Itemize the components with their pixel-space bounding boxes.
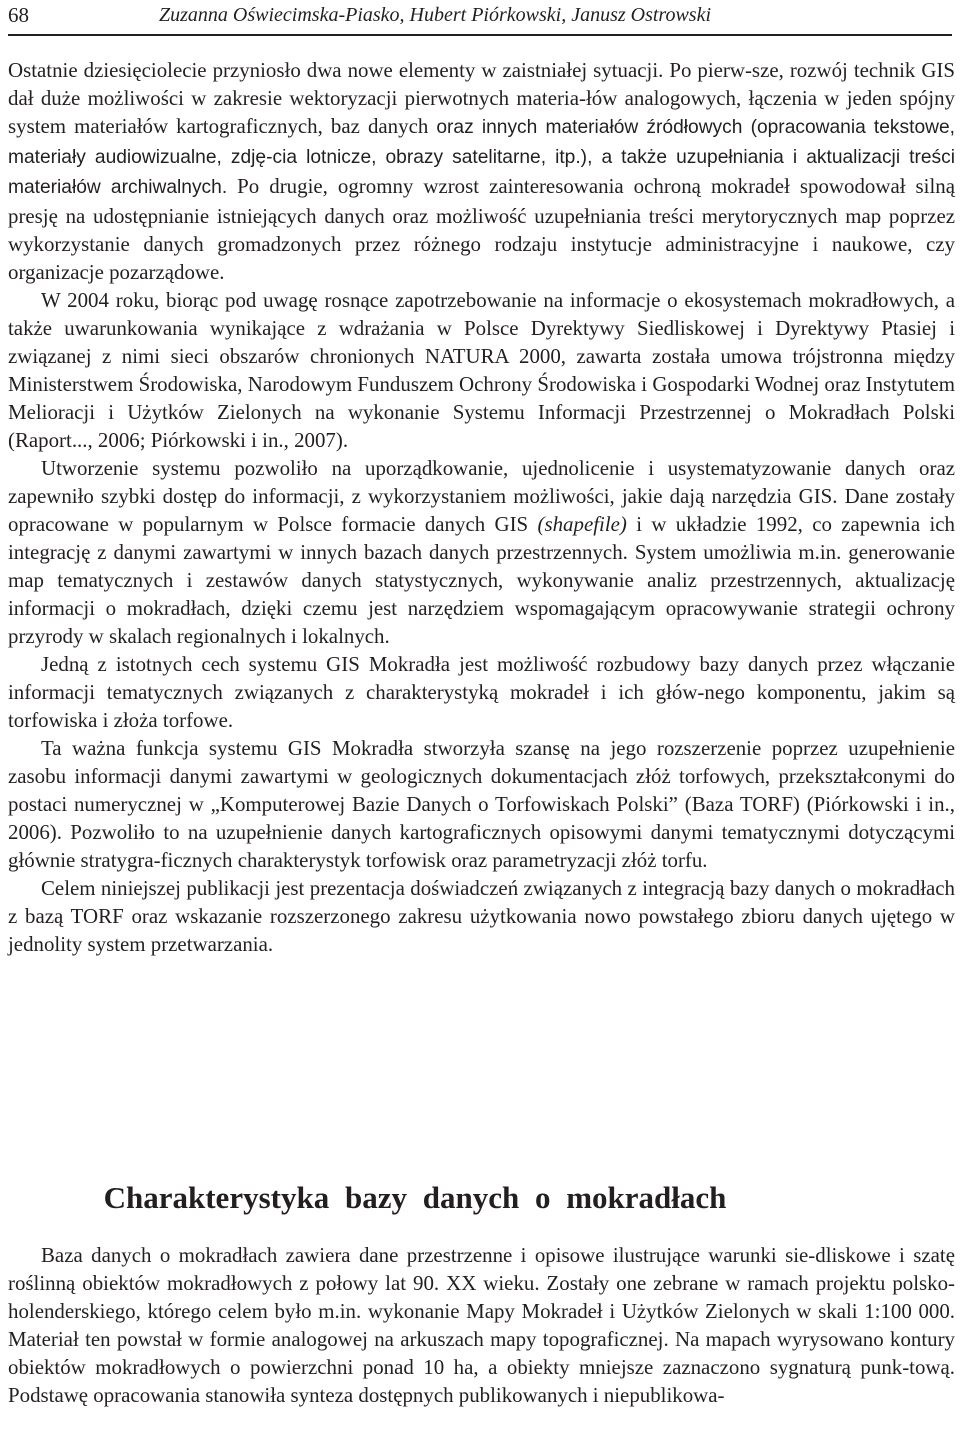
body-text — [8, 56, 955, 958]
paragraph-6-text: Celem niniejszej publikacji jest prezentacja doświadczeń związanych z integracją bazy danych o mokradłach z bazą TORF oraz wskazanie rozszerzonego zakresu użytkowania nowo powstałego zbioru danych ujętego w jednolity system przetwarzania. — [8, 876, 955, 956]
paragraph-3-part-1: Utworzenie systemu pozwoliło na uporządkowanie, ujednolicenie i usystematyzowanie danych oraz zapewniło szybki dostęp do informacji, z wykorzystaniem możliwości, jakie dają narzędzia GIS. Dane zostały opracowane w popularnym w Polsce formacie danych GIS — [8, 456, 955, 536]
section-body — [8, 1241, 955, 1409]
paragraph-3 — [8, 454, 955, 650]
paragraph-3-shapefile: (shapefile) — [537, 512, 627, 536]
paragraph-5-text: Ta ważna funkcja systemu GIS Mokradła stworzyła szansę na jego rozszerzenie poprzez uzupełnienie zasobu informacji danymi zawartymi w geologicznych dokumentacjach złóż torfowych, przekształconymi do postaci numerycznej w „Komputerowej Bazie Danych o Torfowiskach Polski” (Baza TORF) (Piórkowski i in., 2006). Pozwoliło to na uzupełnienie danych kartograficznych opisowymi danymi tematycznymi dotyczącymi głównie stratygra-ficznych charakterystyk torfowisk oraz parametryzacji złóż torfu. — [8, 736, 955, 872]
paragraph-4 — [8, 650, 955, 734]
page-header — [8, 0, 952, 36]
paragraph-1-part-1: Ostatnie dziesięciolecie przyniosło dwa nowe elementy w zaistniałej sytuacji. Po pierw-sze, rozwój technik GIS dał duże możliwości w zakresie wektoryzacji pierwotnych materia-łów analogowych, łączenia w jeden spójny system materiałów kartograficznych, baz danych — [8, 58, 955, 138]
section-paragraph-1: Baza danych o mokradłach zawiera dane przestrzenne i opisowe ilustrujące warunki sie-dliskowe i szatę roślinną obiektów mokradłowych z połowy lat 90. XX wieku. Zostały one zebrane w ramach projektu polsko-holenderskiego, którego celem było m.in. wykonanie Mapy Mokradeł i Użytków Zielonych w skali 1:100 000. Materiał ten powstał w formie analogowej na arkuszach mapy topograficznej. Na mapach wyrysowano kontury obiektów mokradłowych o powierzchni ponad 10 ha, a obiekty mniejsze zaznaczono sygnaturą punk-tową. Podstawę opracowania stanowiła synteza dostępnych publikowanych i niepublikowa- — [8, 1243, 955, 1407]
section-heading: Charakterystyka bazy danych o mokradłach — [103, 1180, 727, 1215]
paragraph-2 — [8, 286, 955, 454]
paragraph-5 — [8, 734, 955, 874]
paragraph-3-part-3: i w układzie 1992, co zapewnia ich integrację z danymi zawartymi w innych bazach danych przestrzennych. System umożliwia m.in. generowanie map tematycznych i zestawów danych statystycznych, wykonywanie analiz przestrzennych, aktualizację informacji o mokradłach, dzięki czemu jest narzędziem wspomagającym opracowywanie strategii ochrony przyrody w skalach regionalnych i lokalnych. — [8, 512, 955, 648]
paragraph-1-part-2: oraz innych materiałów źródłowych (opracowania tekstowe, materiały audiowizualne, zdję-cia lotnicze, obrazy satelitarne, itp.), a także uzupełniania i aktualizacji treści materiałów archiwalnych. — [8, 117, 955, 198]
paragraph-2-text: W 2004 roku, biorąc pod uwagę rosnące zapotrzebowanie na informacje o ekosystemach mokradłowych, a także uwarunkowania wynikające z wdrażania w Polsce Dyrektywy Siedliskowej i Dyrektywy Ptasiej i związanej z nimi sieci obszarów chronionych NATURA 2000, zawarta została umowa trójstronna między Ministerstwem Środowiska, Narodowym Funduszem Ochrony Środowiska i Gospodarki Wodnej oraz Instytutem Melioracji i Użytków Zielonych na wykonanie Systemu Informacji Przestrzennej o Mokradłach Polski (Raport..., 2006; Piórkowski i in., 2007). — [8, 288, 955, 452]
paragraph-6 — [8, 874, 955, 958]
paragraph-1-part-3: Po drugie, ogromny wzrost zainteresowania ochroną mokradeł spowodował silną presję na udostępnianie istniejących danych oraz możliwość uzupełniania treści merytorycznych map poprzez wykorzystanie danych gromadzonych przez różnego rodzaju instytucje administracyjne i naukowe, czy organizacje pozarządowe. — [8, 174, 956, 284]
paragraph-1 — [8, 56, 955, 286]
page-number: 68 — [8, 3, 29, 27]
paragraph-4-text: Jedną z istotnych cech systemu GIS Mokradła jest możliwość rozbudowy bazy danych przez włączanie informacji tematycznych związanych z charakterystyką mokradeł i ich głów-nego komponentu, jakim są torfowiska i złoża torfowe. — [8, 652, 955, 732]
running-head: Zuzanna Oświecimska-Piasko, Hubert Piórkowski, Janusz Ostrowski — [159, 4, 712, 26]
